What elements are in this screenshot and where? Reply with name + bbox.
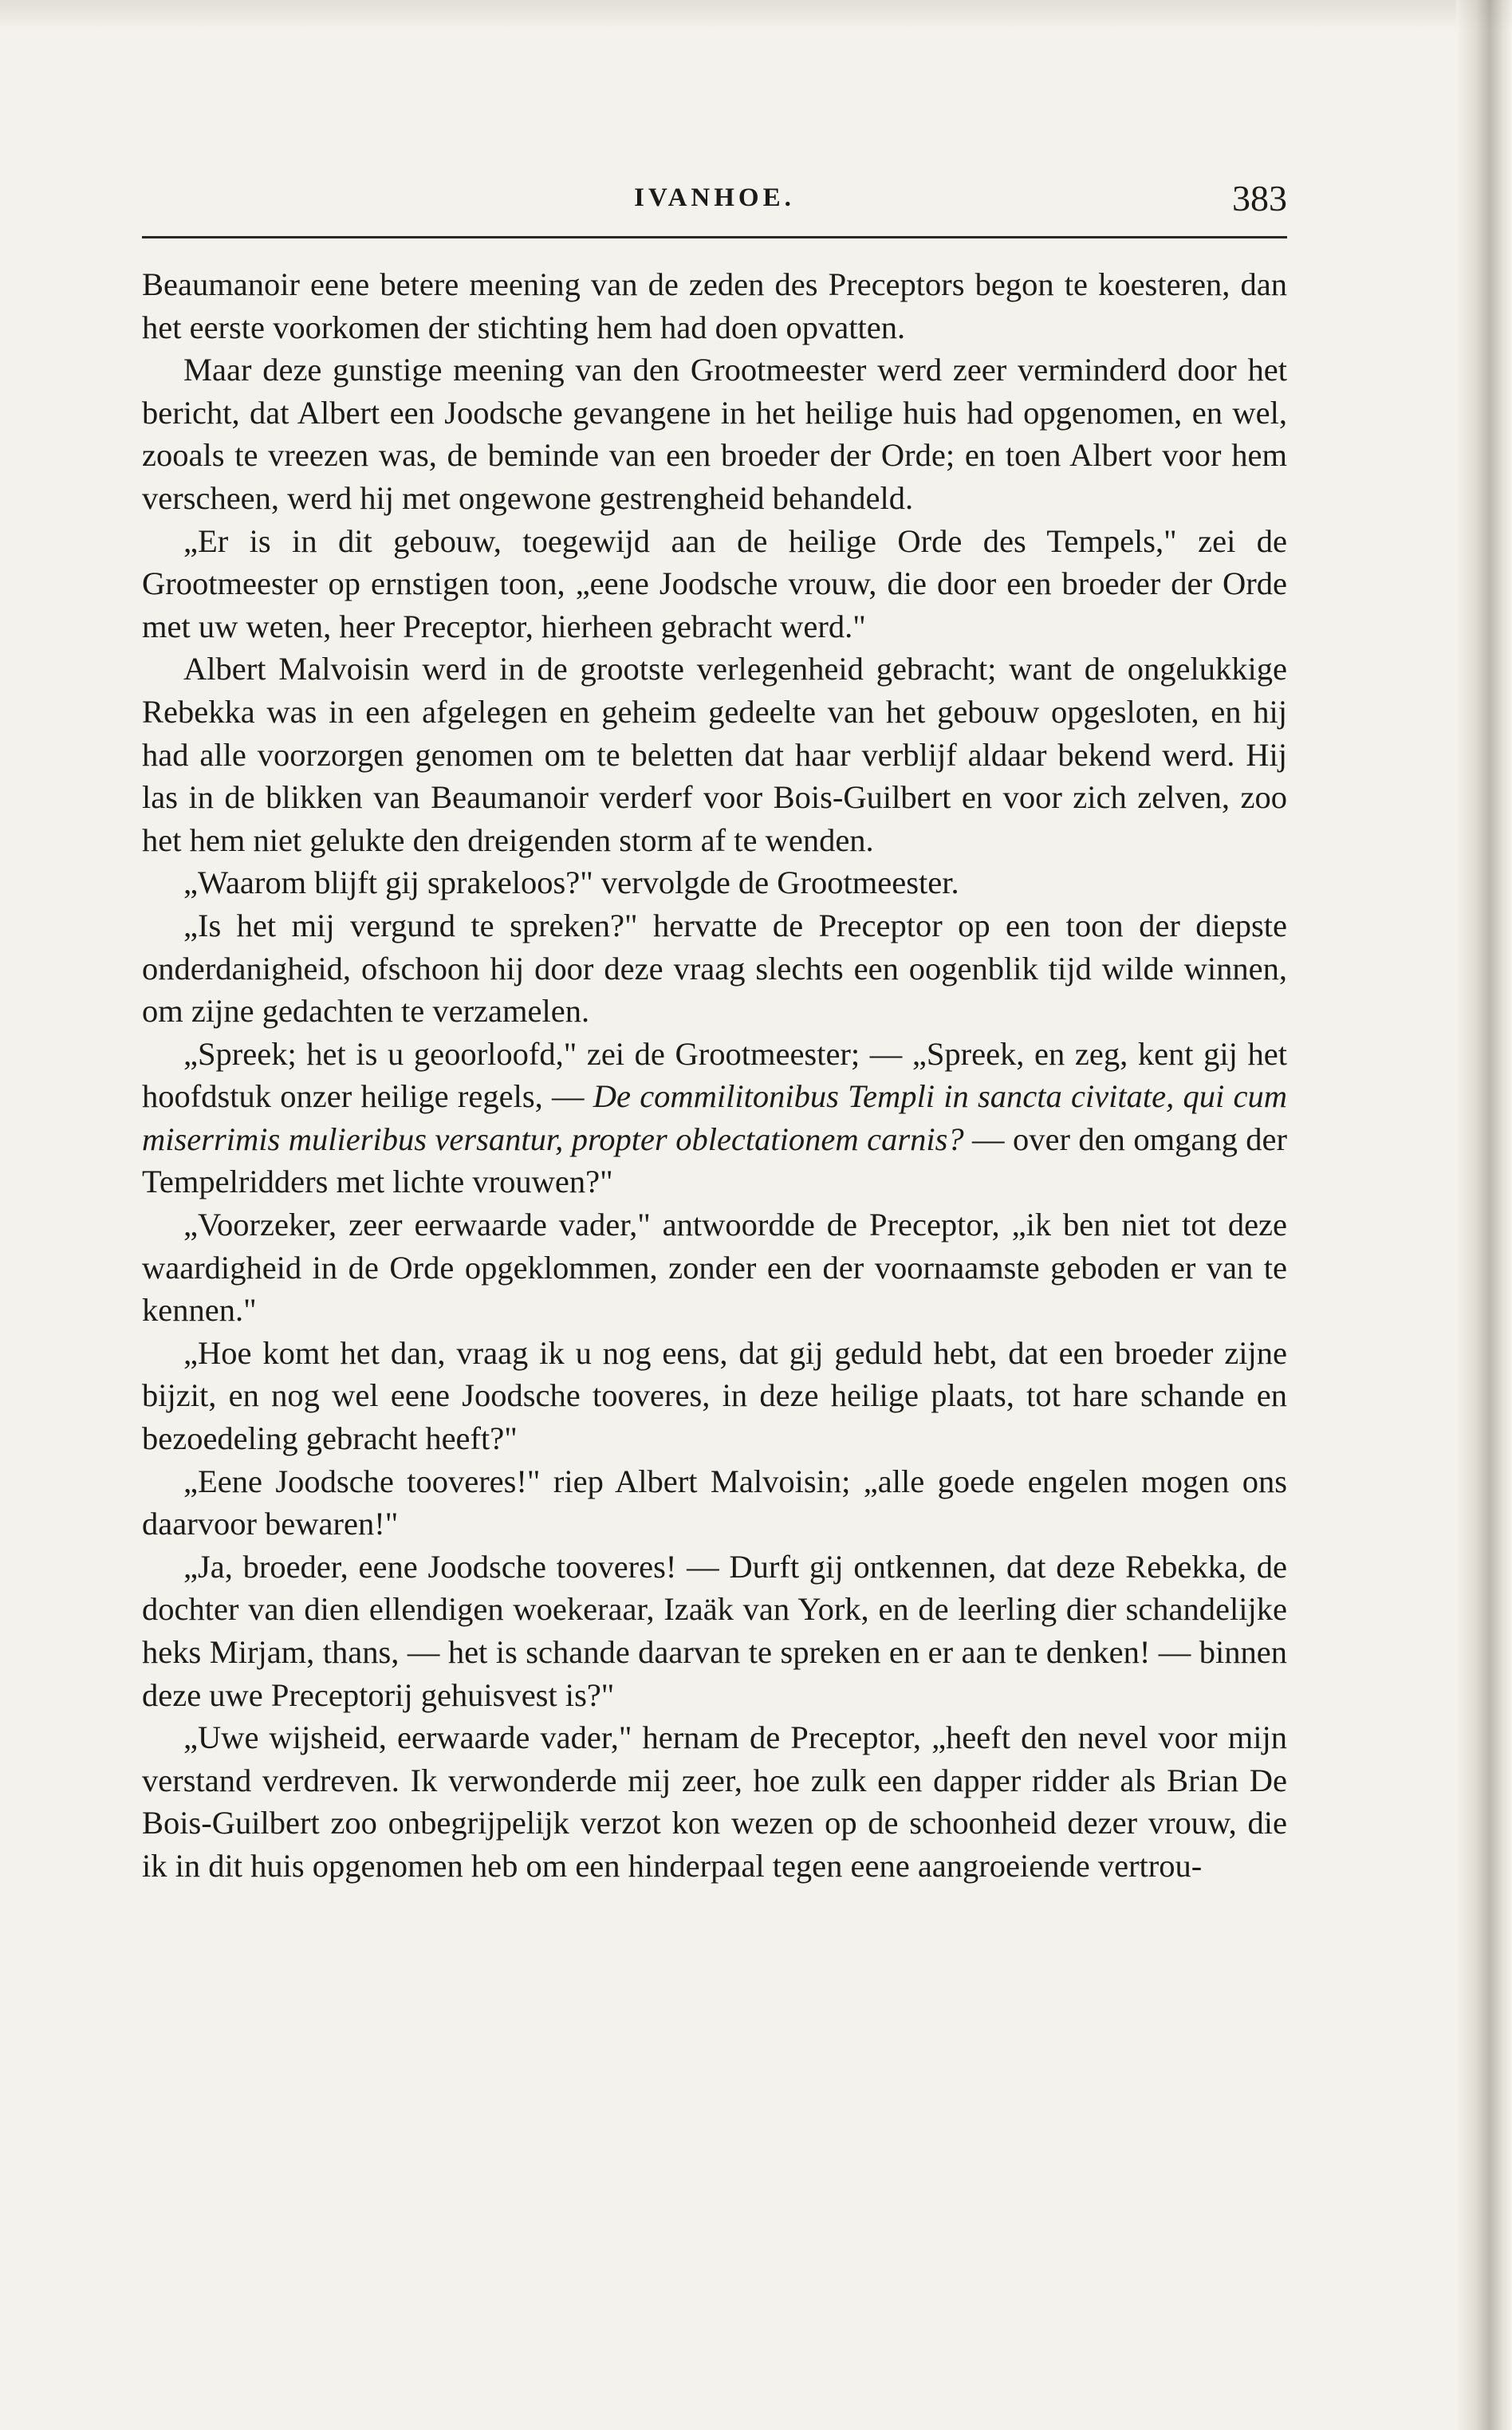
text-body xyxy=(142,263,1287,1888)
paragraph-text: „Hoe komt het dan, vraag ik u nog eens, dat gij geduld hebt, dat een broeder zijne bijzit, en nog wel eene Joodsche tooveres, in deze heilige plaats, tot hare schande en bezoedeling gebracht heeft?" xyxy=(142,1334,1287,1457)
paragraph-12 xyxy=(142,1716,1287,1887)
paragraph-5 xyxy=(142,861,1287,904)
paragraph-text: „Waarom blijft gij sprakeloos?" vervolgde de Grootmeester. xyxy=(183,864,959,901)
paragraph-text: „Ja, broeder, eene Joodsche tooveres! — Durft gij ontkennen, dat deze Rebekka, de dochter van dien ellendigen woekeraar, Izaäk van York, en de leerling dier schandelijke heks Mirjam, thans, — het is schande daarvan te spreken en er aan te denken! — binnen deze uwe Preceptorij gehuisvest is?" xyxy=(142,1548,1287,1713)
paragraph-7 xyxy=(142,1033,1287,1203)
page-top-shadow xyxy=(0,0,1512,32)
paragraph-3 xyxy=(142,520,1287,648)
paragraph-text: Albert Malvoisin werd in de grootste verlegenheid gebracht; want de ongelukkige Rebekka was in een afgelegen en geheim gedeelte van het gebouw opgesloten, en hij had alle voorzorgen genomen om te beletten dat haar verblijf aldaar bekend werd. Hij las in de blikken van Beaumanoir verderf voor Bois-Guilbert en voor zich zelven, zoo het hem niet gelukte den dreigenden storm af te wenden. xyxy=(142,651,1287,858)
paragraph-text: Maar deze gunstige meening van den Grootmeester werd zeer verminderd door het bericht, dat Albert een Joodsche gevangene in het heilige huis had opgenomen, en wel, zooals te vreezen was, de beminde van een broeder der Orde; en toen Albert voor hem verscheen, werd hij met ongewone gestrengheid behandeld. xyxy=(142,352,1287,516)
header-rule xyxy=(142,236,1287,238)
page-header xyxy=(142,175,1287,231)
running-title: IVANHOE. xyxy=(634,183,795,212)
paragraph-text: „Er is in dit gebouw, toegewijd aan de heilige Orde des Tempels," zei de Grootmeester op ernstigen toon, „eene Joodsche vrouw, die door een broeder der Orde met uw weten, heer Preceptor, hierheen gebracht werd." xyxy=(142,522,1287,644)
latin-quotation: De commilitonibus Templi in sancta civitate, qui cum miserrimis mulieribus versantur, propter oblectationem carnis? xyxy=(142,1078,1287,1157)
paragraph-2 xyxy=(142,349,1287,519)
paragraph-11 xyxy=(142,1546,1287,1716)
paragraph-text: „Is het mij vergund te spreken?" hervatte de Preceptor op een toon der diepste onderdanigheid, ofschoon hij door deze vraag slechts een oogenblik tijd wilde winnen, om zijne gedachten te verzamelen. xyxy=(142,907,1287,1030)
paragraph-1 xyxy=(142,263,1287,349)
page-number: 383 xyxy=(1232,178,1287,219)
paragraph-text: „Voorzeker, zeer eerwaarde vader," antwoordde de Preceptor, „ik ben niet tot deze waardigheid in de Orde opgeklommen, zonder een der voornaamste geboden er van te kennen." xyxy=(142,1207,1287,1329)
paragraph-text: „Spreek; het is u geoorloofd," zei de Grootmeester; — „Spreek, en zeg, kent gij het hoofdstuk onzer heilige regels, — xyxy=(142,1035,1287,1115)
paragraph-6 xyxy=(142,904,1287,1033)
page-edge-shadow xyxy=(1456,0,1512,2430)
paragraph-8 xyxy=(142,1203,1287,1332)
paragraph-4 xyxy=(142,648,1287,861)
paragraph-text: „Eene Joodsche tooveres!" riep Albert Malvoisin; „alle goede engelen mogen ons daarvoor bewaren!" xyxy=(142,1463,1287,1542)
paragraph-10 xyxy=(142,1460,1287,1546)
paragraph-9 xyxy=(142,1332,1287,1460)
paragraph-text: „Uwe wijsheid, eerwaarde vader," hernam de Preceptor, „heeft den nevel voor mijn verstand verdreven. Ik verwonderde mij zeer, hoe zulk een dapper ridder als Brian De Bois-Guilbert zoo onbegrijpelijk verzot kon wezen op de schoonheid dezer vrouw, die ik in dit huis opgenomen heb om een hinderpaal tegen eene aangroeiende vertrou- xyxy=(142,1719,1287,1884)
paragraph-text: Beaumanoir eene betere meening van de zeden des Preceptors begon te koesteren, dan het eerste voorkomen der stichting hem had doen opvatten. xyxy=(142,266,1287,345)
paragraph-text-after: — over den omgang der Tempelridders met lichte vrouwen?" xyxy=(142,1120,1287,1200)
